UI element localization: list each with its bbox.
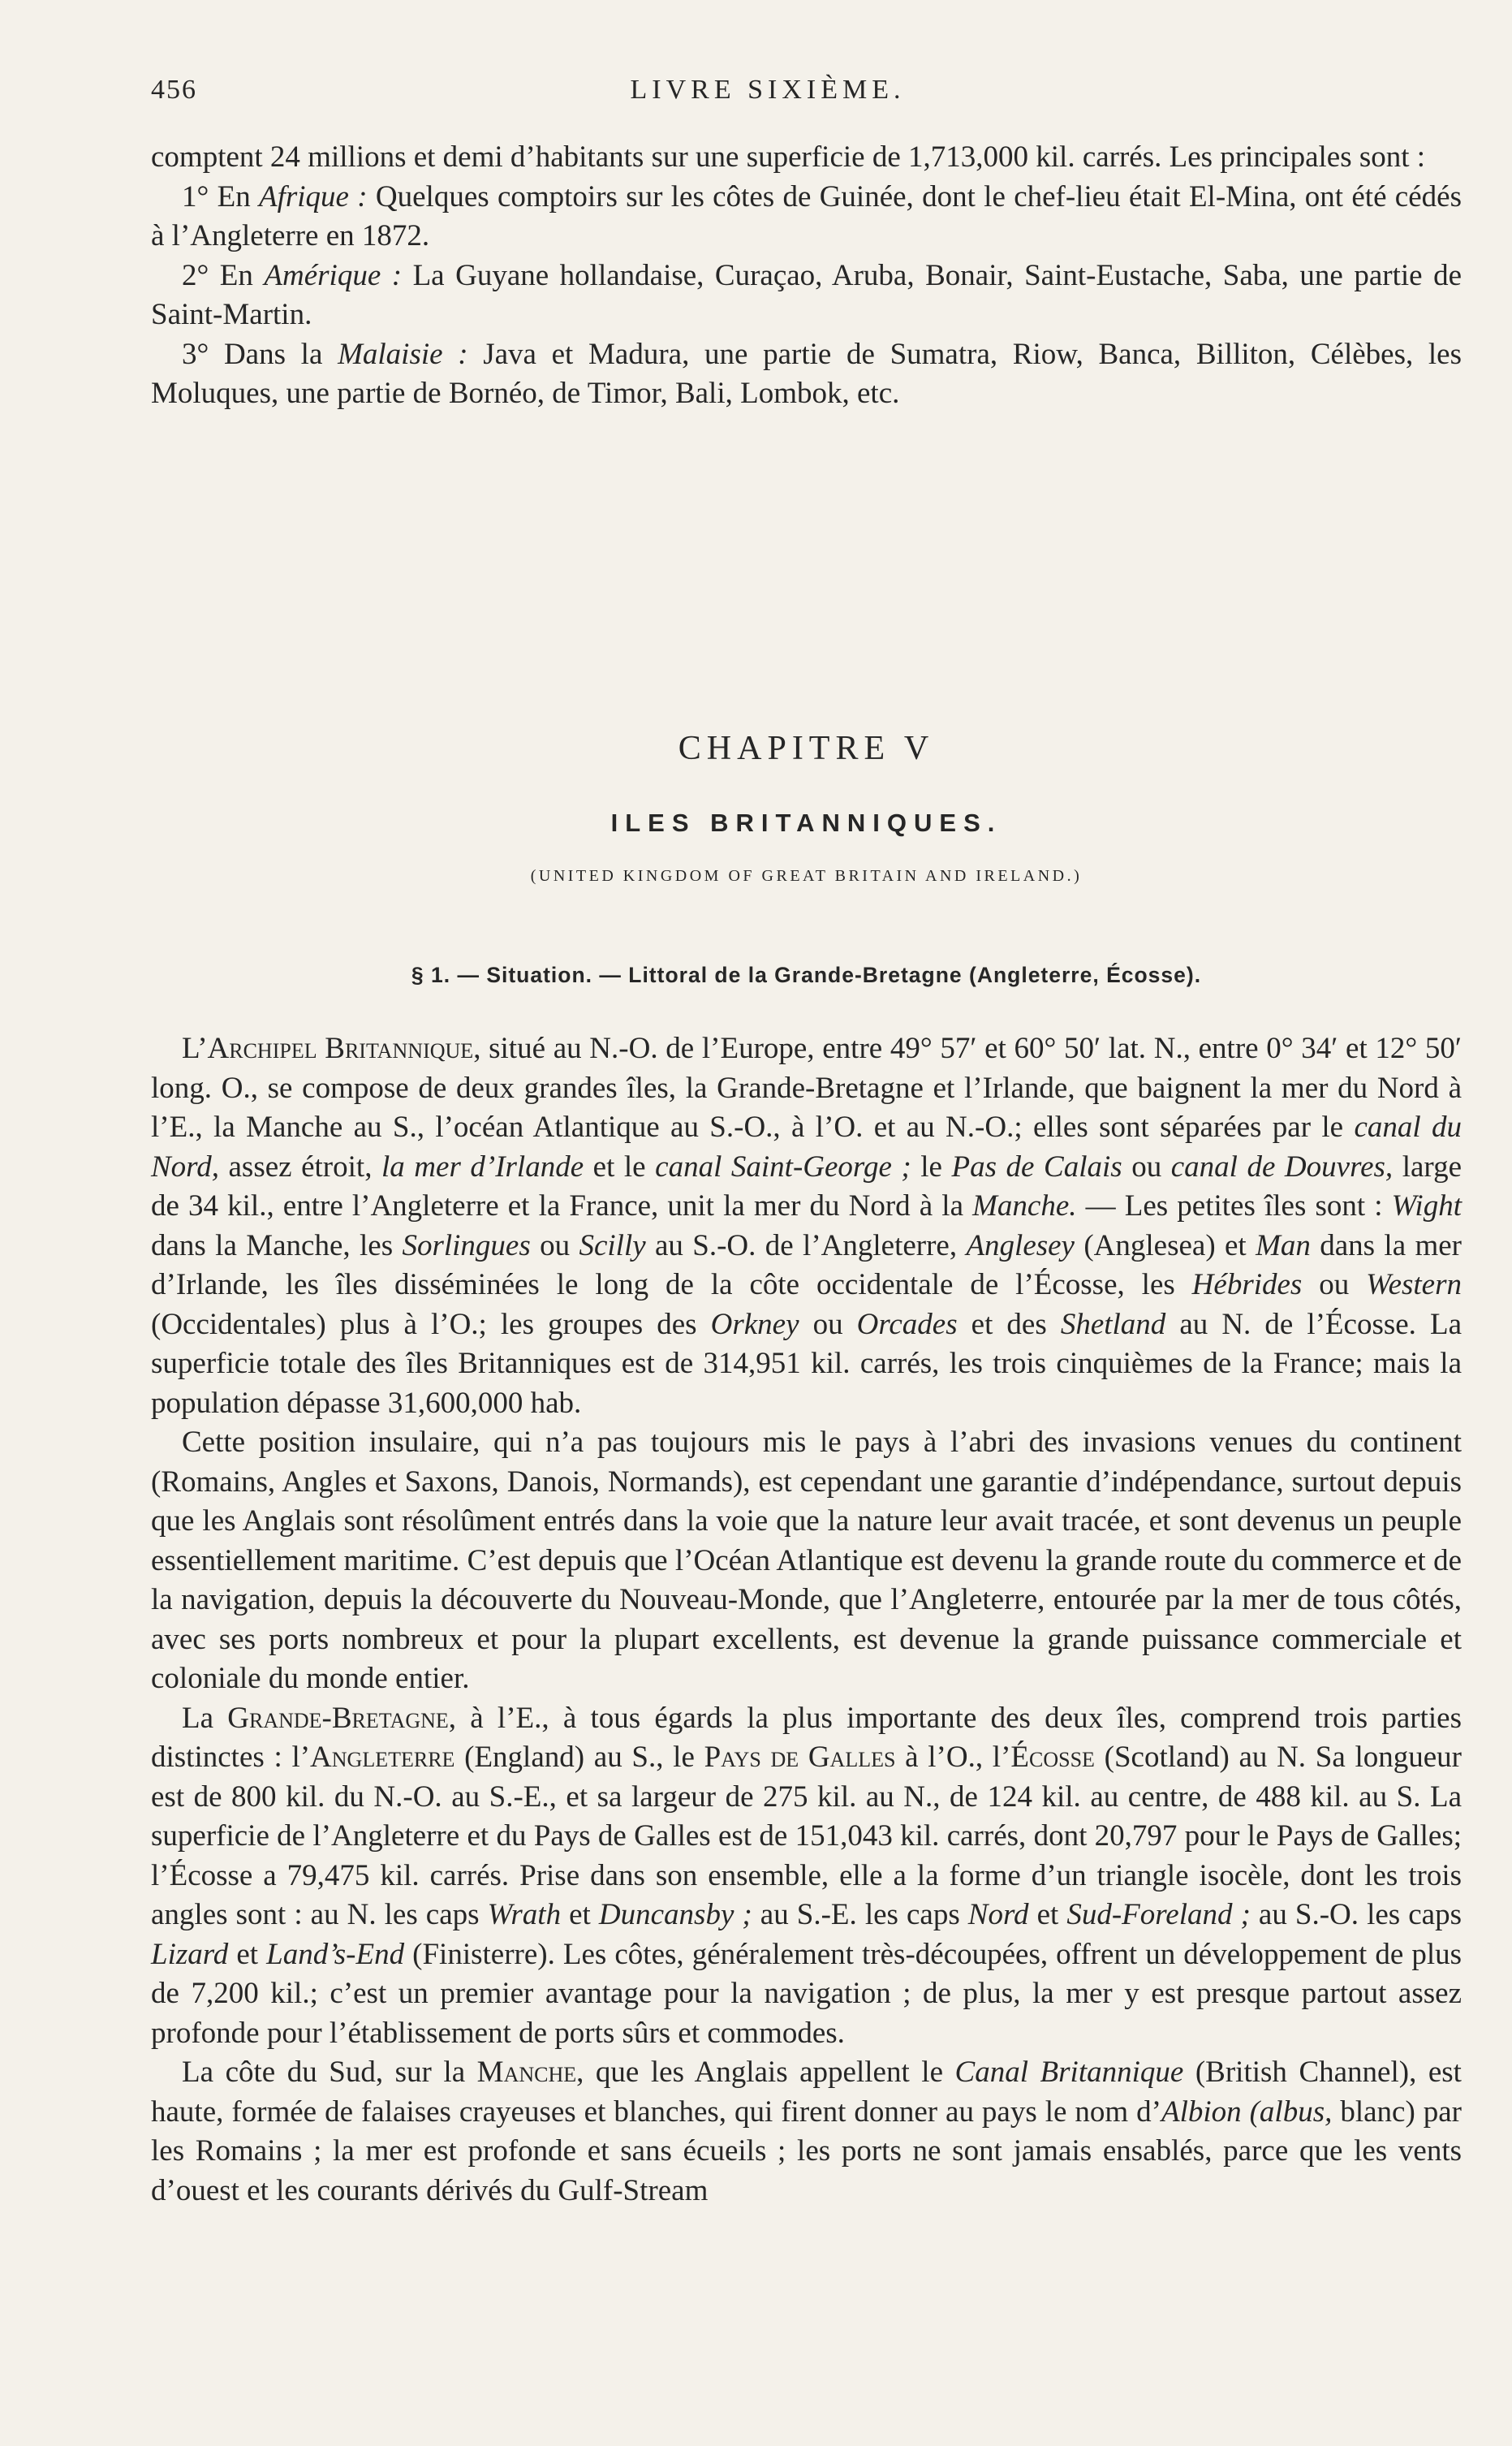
intro-paragraph: comptent 24 millions et demi d’habitants sur une superficie de 1,713,000 kil. carrés. Les principales sont :	[151, 140, 1426, 174]
section-heading: § 1. — Situation. — Littoral de la Grande-Bretagne (Angleterre, Écosse).	[411, 963, 1202, 987]
paragraph-position: Cette position insulaire, qui n’a pas toujours mis le pays à l’abri des invasions venues du continent (Romains, Angles et Saxons, Danois, Normands), est cependant une garantie d’indépendance, surtout depuis que les Anglais sont résolûment entrés dans la voie que la nature leur avait tracée, et sont devenus un peuple essentiellement maritime. C’est depuis que l’Océan Atlantique est devenu la grande route du commerce et de la navigation, depuis la découverte du Nouveau-Monde, que l’Angleterre, entourée par la mer de tous côtés, avec ses ports nombreux et pour la plupart excellents, est devenue la grande puissance commerciale et coloniale du monde entier.	[151, 1426, 1462, 1695]
paragraph-grande-bretagne: La Grande-Bretagne, à l’E., à tous égards la plus importante des deux îles, comprend trois parties distinctes : l’Angleterre (England) au S., le Pays de Galles à l’O., l’Écosse (Scotland) au N. Sa longueur est de 800 kil. du N.-O. au S.-E., et sa largeur de 275 kil. au N., de 124 kil. au centre, de 488 kil. au S. La superficie de l’Angleterre et du Pays de Galles est de 151,043 kil. carrés, dont 20,797 pour le Pays de Galles; l’Écosse a 79,475 kil. carrés. Prise dans son ensemble, elle a la forme d’un triangle isocèle, dont les trois angles sont : au N. les caps Wrath et Duncansby ; au S.-E. les caps Nord et Sud-Foreland ; au S.-O. les caps Lizard et Land’s-End (Finisterre). Les côtes, généralement très-découpées, offrent un développement de plus de 7,200 kil.; c’est un premier avantage pour la navigation ; de plus, la mer y est presque partout assez profonde pour l’établissement de ports sûrs et commodes.	[151, 1701, 1462, 2050]
paragraph-archipel: L’Archipel Britannique, situé au N.-O. de l’Europe, entre 49° 57′ et 60° 50′ lat. N., entre 0° 34′ et 12° 50′ long. O., se compose de deux grandes îles, la Grande-Bretagne et l’Irlande, que baignent la mer du Nord à l’E., la Manche au S., l’océan Atlantique au S.-O., à l’O. et au N.-O.; elles sont séparées par le canal du Nord, assez étroit, la mer d’Irlande et le canal Saint-George ; le Pas de Calais ou canal de Douvres, large de 34 kil., entre l’Angleterre et la France, unit la mer du Nord à la Manche. — Les petites îles sont : Wight dans la Manche, les Sorlingues ou Scilly au S.-O. de l’Angleterre, Anglesey (Anglesea) et Man dans la mer d’Irlande, les îles disséminées le long de la côte occidentale de l’Écosse, les Hébrides ou Western (Occidentales) plus à l’O.; les groupes des Orkney ou Orcades et des Shetland au N. de l’Écosse. La superficie totale des îles Britanniques est de 314,951 kil. carrés, les trois cinquièmes de la France; mais la population dépasse 31,600,000 hab.	[151, 1032, 1462, 1420]
list-item-malaisie: 3° Dans la Malaisie : Java et Madura, une partie de Sumatra, Riow, Banca, Billiton, Célèbes, les Moluques, une partie de Bornéo, de Timor, Bali, Lombok, etc.	[151, 337, 1462, 410]
paragraph-cote-sud: La côte du Sud, sur la Manche, que les Anglais appellent le Canal Britannique (British Channel), est haute, formée de falaises crayeuses et blanches, qui firent donner au pays le nom d’Albion (albus, blanc) par les Romains ; la mer est profonde et sans écueils ; les ports ne sont jamais ensablés, parce que les vents d’ouest et les courants dérivés du Gulf-Stream	[151, 2056, 1462, 2207]
page-body	[151, 138, 1462, 2207]
chapter-subtitle: (UNITED KINGDOM OF GREAT BRITAIN AND IRELAND.)	[530, 867, 1083, 885]
list-item-afrique: 1° En Afrique : Quelques comptoirs sur les côtes de Guinée, dont le chef-lieu était El-Mina, ont été cédés à l’Angleterre en 1872.	[151, 179, 1462, 252]
list-item-amerique: 2° En Amérique : La Guyane hollandaise, Curaçao, Aruba, Bonair, Saint-Eustache, Saba, une partie de Saint-Martin.	[151, 258, 1462, 331]
running-title: LIVRE SIXIÈME.	[630, 75, 906, 105]
main-text	[151, 1029, 1462, 2211]
intro-section	[151, 138, 1462, 560]
page-number: 456	[151, 75, 197, 105]
chapter-title: ILES BRITANNIQUES.	[610, 809, 1002, 837]
chapter-label: CHAPITRE V	[678, 730, 935, 767]
running-header	[151, 75, 1401, 106]
